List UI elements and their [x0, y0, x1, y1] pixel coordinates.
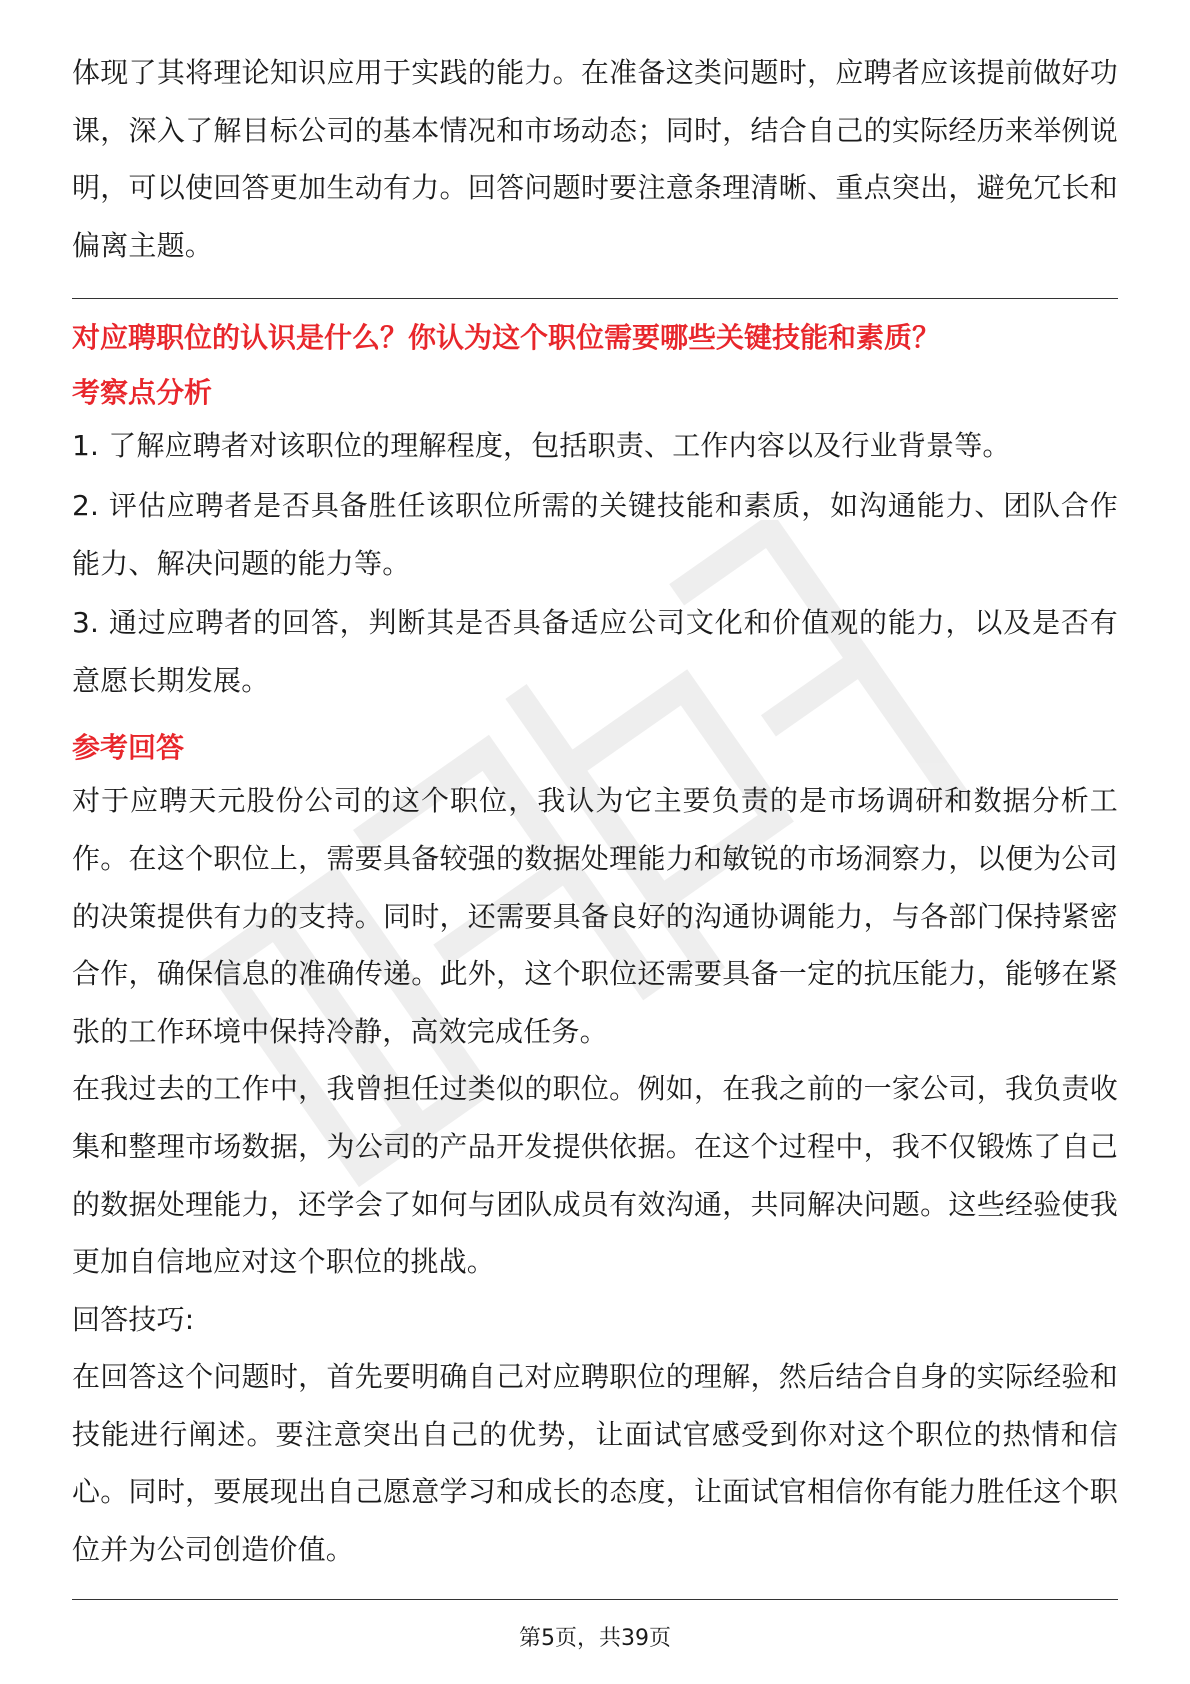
analysis-list [72, 417, 1118, 709]
page-content [72, 44, 1118, 1600]
analysis-item-3: 3. 通过应聘者的回答，判断其是否具备适应公司文化和价值观的能力，以及是否有意愿长期发展。 [72, 606, 1118, 697]
page-footer: 第5页，共39页 [519, 1626, 671, 1651]
analysis-heading: 考察点分析 [72, 376, 213, 410]
tips-paragraph: 在回答这个问题时，首先要明确自己对应聘职位的理解，然后结合自身的实际经验和技能进行阐述。要注意突出自己的优势，让面试官感受到你对这个职位的热情和信心。同时，要展现出自己愿意学习和成长的态度，让面试官相信你有能力胜任这个职位并为公司创造价值。 [72, 1360, 1118, 1567]
section-divider-top [72, 298, 1118, 299]
tips-label: 回答技巧: [72, 1302, 195, 1336]
reference-heading: 参考回答 [72, 731, 185, 765]
analysis-item-1: 1. 了解应聘者对该职位的理解程度，包括职责、工作内容以及行业背景等。 [72, 429, 1011, 463]
reference-paragraph-2: 在我过去的工作中，我曾担任过类似的职位。例如，在我之前的一家公司，我负责收集和整理市场数据，为公司的产品开发提供依据。在这个过程中，我不仅锻炼了自己的数据处理能力，还学会了如何与团队成员有效沟通，共同解决问题。这些经验使我更加自信地应对这个职位的挑战。 [72, 1072, 1118, 1279]
reference-paragraph-1: 对于应聘天元股份公司的这个职位，我认为它主要负责的是市场调研和数据分析工作。在这个职位上，需要具备较强的数据处理能力和敏锐的市场洞察力，以便为公司的决策提供有力的支持。同时，还需要具备良好的沟通协调能力，与各部门保持紧密合作，确保信息的准确传递。此外，这个职位还需要具备一定的抗压能力，能够在紧张的工作环境中保持冷静，高效完成任务。 [72, 784, 1118, 1048]
section-divider-bottom [72, 1599, 1118, 1600]
question-title: 对应聘职位的认识是什么？你认为这个职位需要哪些关键技能和素质？ [72, 321, 941, 355]
analysis-item-2: 2. 评估应聘者是否具备胜任该职位所需的关键技能和素质，如沟通能力、团队合作能力、解决问题的能力等。 [72, 488, 1118, 580]
intro-paragraph: 体现了其将理论知识应用于实践的能力。在准备这类问题时，应聘者应该提前做好功课，深入了解目标公司的基本情况和市场动态；同时，结合自己的实际经历来举例说明，可以使回答更加生动有力。回答问题时要注意条理清晰、重点突出，避免冗长和偏离主题。 [72, 56, 1118, 262]
